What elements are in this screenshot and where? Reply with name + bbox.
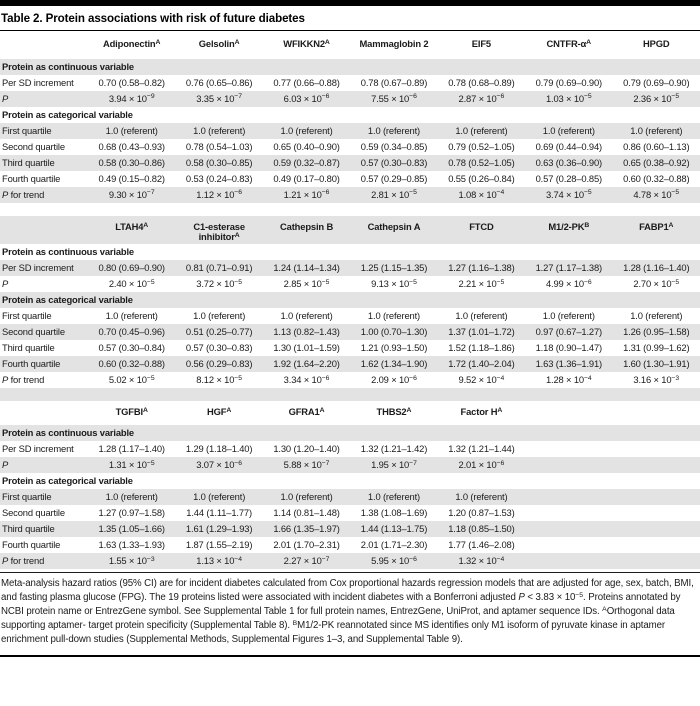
table-cell: 1.26 (0.95–1.58) — [623, 326, 690, 338]
footnote — [0, 573, 700, 647]
row-label: Third quartile — [2, 342, 55, 354]
table-cell: $2.01 \times 10^{-6}$ — [458, 459, 505, 471]
table-cell: $3.74 \times 10^{-5}$ — [545, 188, 592, 200]
table-cell: $1.12 \times 10^{-6}$ — [196, 188, 243, 200]
table-cell: 1.0 (referent) — [280, 310, 333, 322]
table-cell — [525, 537, 612, 553]
table-cell: 1.20 (0.87–1.53) — [448, 507, 515, 519]
table-cell: 0.70 (0.58–0.82) — [98, 76, 165, 88]
table-cell: 2.01 (1.71–2.30) — [360, 539, 428, 551]
row-label: Fourth quartile — [2, 358, 61, 370]
table-cell: 0.70 (0.45–0.96) — [98, 326, 165, 338]
table-cell: 0.57 (0.29–0.85) — [360, 172, 428, 184]
table-cell: 0.65 (0.38–0.92) — [623, 156, 690, 168]
row-label: P for trend — [2, 188, 45, 200]
table-cell: 0.76 (0.65–0.86) — [185, 76, 253, 88]
table-cell: 0.57 (0.28–0.85) — [535, 172, 603, 184]
column-header: HPGD — [643, 38, 670, 49]
table-cell: 1.35 (1.05–1.66) — [98, 523, 165, 535]
table-cell: 1.27 (1.16–1.38) — [448, 262, 515, 274]
row-label: Per SD increment — [2, 76, 74, 88]
row-label: First quartile — [2, 310, 52, 322]
table-cell: $1.32 \times 10^{-4}$ — [458, 555, 505, 567]
table-cell: 0.51 (0.25–0.77) — [185, 326, 253, 338]
footnote-text: < 3.83 × 10 — [524, 592, 576, 604]
table-cell: 1.87 (1.55–2.19) — [185, 539, 253, 551]
table-cell — [613, 441, 700, 457]
column-header: EIF5 — [471, 38, 491, 49]
table-cell: 1.62 (1.34–1.90) — [360, 358, 428, 370]
table-title: Table 2. Protein associations with risk of future diabetes — [1, 12, 305, 25]
table-row — [0, 489, 700, 505]
table-cell: $3.34 \times 10^{-6}$ — [283, 374, 330, 386]
table-cell: 0.79 (0.52–1.05) — [448, 140, 515, 152]
table-cell — [613, 537, 700, 553]
column-header: $TGFBI^A$ — [115, 406, 148, 418]
table-row — [0, 324, 700, 340]
table-cell: 1.38 (1.08–1.69) — [360, 507, 428, 519]
row-label: P for trend — [2, 555, 45, 567]
table-cell: 0.57 (0.30–0.84) — [98, 342, 165, 354]
row-label: P — [2, 92, 9, 104]
table-cell: 0.78 (0.54–1.03) — [185, 140, 253, 152]
table-cell: $2.81 \times 10^{-5}$ — [371, 188, 417, 200]
table-row — [0, 372, 700, 388]
column-header: $GFRA1^A$ — [288, 406, 325, 418]
table-cell: 2.01 (1.70–2.31) — [273, 539, 340, 551]
row-label: Per SD increment — [2, 262, 74, 274]
table-cell: 0.86 (0.60–1.13) — [623, 140, 690, 152]
header-row — [0, 31, 700, 59]
table-row — [0, 537, 700, 553]
column-header: $M1/2-PK^B$ — [548, 221, 590, 232]
row-label-header — [0, 216, 88, 244]
table-cell: $3.94 \times 10^{-9}$ — [108, 92, 155, 104]
table-cell: $1.28 \times 10^{-4}$ — [545, 374, 592, 386]
table-cell: 1.63 (1.33–1.93) — [98, 539, 165, 551]
table-cell: 0.79 (0.69–0.90) — [623, 76, 690, 88]
footnote-text: Orthogonal data supporting aptamer- target protein specificity (Supplemental Table 8). — [1, 606, 675, 632]
section-subheader: Protein as categorical variable — [2, 108, 133, 120]
section-subheader: Protein as continuous variable — [2, 60, 134, 72]
table-cell: 1.0 (referent) — [542, 124, 595, 136]
table-row — [0, 457, 700, 473]
table-row — [0, 340, 700, 356]
table-cell: 0.78 (0.68–0.89) — [448, 76, 515, 88]
column-header: Gelsolin$^A$ — [198, 38, 240, 49]
table-cell: 1.14 (0.81–1.48) — [273, 507, 340, 519]
table-cell: 1.27 (0.97–1.58) — [98, 507, 165, 519]
table-cell: 0.59 (0.34–0.85) — [360, 140, 428, 152]
table-cell: $1.03 \times 10^{-5}$ — [545, 92, 592, 104]
table-cell — [613, 505, 700, 521]
table-row — [0, 59, 700, 75]
table-cell: 1.0 (referent) — [455, 310, 508, 322]
bottom-rule — [0, 655, 700, 657]
table-cell: $8.12 \times 10^{-5}$ — [196, 374, 243, 386]
table-cell: $1.95 \times 10^{-7}$ — [371, 459, 417, 471]
table-row — [0, 505, 700, 521]
table-cell: 1.25 (1.15–1.35) — [360, 262, 428, 274]
table-cell: 0.55 (0.26–0.84) — [448, 172, 515, 184]
table-cell: $2.70 \times 10^{-5}$ — [633, 278, 680, 290]
column-header: $FABP1^A$ — [639, 221, 674, 232]
table-cell: $3.72 \times 10^{-5}$ — [196, 278, 243, 290]
column-header: Factor $H^A$ — [460, 406, 503, 418]
table-cell: 1.63 (1.36–1.91) — [535, 358, 603, 370]
table-cell: 0.60 (0.32–0.88) — [623, 172, 690, 184]
table-row — [0, 276, 700, 292]
protein-table-1 — [0, 31, 700, 203]
table-cell: 1.32 (1.21–1.44) — [448, 443, 515, 455]
table-cell: 1.44 (1.11–1.77) — [186, 507, 252, 519]
row-label: Second quartile — [2, 507, 65, 519]
table-cell: 0.68 (0.43–0.93) — [98, 140, 165, 152]
table-cell: 1.44 (1.13–1.75) — [360, 523, 428, 535]
table-cell: 0.49 (0.17–0.80) — [273, 172, 340, 184]
table-cell: 1.0 (referent) — [105, 310, 158, 322]
table-cell: 1.0 (referent) — [367, 124, 421, 136]
table-cell: 1.18 (0.85–1.50) — [448, 523, 515, 535]
table-row — [0, 171, 700, 187]
table-cell: $3.16 \times 10^{-3}$ — [633, 374, 680, 386]
table-row — [0, 441, 700, 457]
table-cell: 1.0 (referent) — [280, 124, 333, 136]
table-cell: $2.85 \times 10^{-5}$ — [283, 278, 330, 290]
table-row — [0, 91, 700, 107]
table-cell: 0.59 (0.32–0.87) — [273, 156, 340, 168]
column-header: $THBS2^A$ — [376, 406, 412, 418]
table-cell: 1.30 (1.01–1.59) — [273, 342, 340, 354]
table-cell: $9.30 \times 10^{-7}$ — [108, 188, 155, 200]
table-row — [0, 308, 700, 324]
table-cell: 1.29 (1.18–1.40) — [185, 443, 253, 455]
row-label: Second quartile — [2, 140, 65, 152]
table-cell: 0.57 (0.30–0.83) — [185, 342, 253, 354]
table-cell: $3.35 \times 10^{-7}$ — [196, 92, 243, 104]
column-header: FTCD — [469, 221, 494, 232]
footnote-text: M1/2-PK reannotated since MS identifies only M1 isoform of pyruvate kinase in aptamer enrichment pull-down studies (Supplemental Methods, Supplemental Figures 1–3, and Supplemental Table 9). — [1, 620, 666, 646]
column-header: $LTAH4^A$ — [115, 221, 149, 232]
table-cell: 1.66 (1.35–1.97) — [273, 523, 340, 535]
table-cell: 0.78 (0.67–0.89) — [360, 76, 428, 88]
table-cell: 0.80 (0.69–0.90) — [98, 262, 165, 274]
row-label-header — [0, 31, 88, 59]
row-label-header — [0, 401, 88, 425]
row-label: First quartile — [2, 491, 52, 503]
table-cell — [613, 489, 700, 505]
table-cell: $5.88 \times 10^{-7}$ — [283, 459, 330, 471]
table-cell: 0.79 (0.69–0.90) — [535, 76, 603, 88]
table-cell: 1.31 (0.99–1.62) — [623, 342, 690, 354]
table-cell: 0.58 (0.30–0.85) — [185, 156, 253, 168]
table-cell: 1.21 (0.93–1.50) — [360, 342, 428, 354]
table-row — [0, 155, 700, 171]
table-row — [0, 425, 700, 441]
table-cell: $2.40 \times 10^{-5}$ — [108, 278, 155, 290]
footnote-superscript: A — [602, 605, 607, 613]
row-label: Per SD increment — [2, 443, 74, 455]
table-cell: $3.07 \times 10^{-6}$ — [196, 459, 243, 471]
table-cell: 0.78 (0.52–1.05) — [448, 156, 515, 168]
table-cell: $5.02 \times 10^{-5}$ — [108, 374, 155, 386]
section-subheader: Protein as continuous variable — [2, 427, 134, 439]
row-label: Fourth quartile — [2, 172, 61, 184]
table-row — [0, 107, 700, 123]
table-cell: 1.0 (referent) — [193, 124, 246, 136]
table-cell: 0.49 (0.15–0.82) — [98, 172, 165, 184]
row-label: Fourth quartile — [2, 539, 61, 551]
table-cell: 1.13 (0.82–1.43) — [273, 326, 340, 338]
table-cell: 1.0 (referent) — [542, 310, 595, 322]
table-cell: $9.52 \times 10^{-4}$ — [458, 374, 505, 386]
table-cell: 1.0 (referent) — [367, 491, 421, 503]
table-cell: $1.55 \times 10^{-3}$ — [108, 555, 155, 567]
footnote-italic: P — [518, 592, 525, 604]
row-label: Third quartile — [2, 523, 55, 535]
table-cell: 1.24 (1.14–1.34) — [273, 262, 340, 274]
section-spacer — [0, 203, 700, 216]
table-cell: 1.52 (1.18–1.86) — [448, 342, 515, 354]
table-cell: 1.27 (1.17–1.38) — [535, 262, 603, 274]
footnote-text: . Proteins annotated by NCBI protein name or EntrezGene symbol. See Supplemental Table 1 for full protein names, EntrezGene, UniProt, and aptamer sequence IDs. — [1, 592, 681, 618]
table-row — [0, 187, 700, 203]
table-cell: $1.13 \times 10^{-4}$ — [196, 555, 243, 567]
footnote-superscript: B — [292, 619, 298, 627]
table-cell: 0.77 (0.66–0.88) — [273, 76, 340, 88]
table-row — [0, 553, 700, 569]
table-cell: 1.30 (1.20–1.40) — [273, 443, 340, 455]
table-cell: 1.0 (referent) — [193, 310, 246, 322]
table-cell: $2.21 \times 10^{-5}$ — [458, 278, 505, 290]
footnote-text: Meta-analysis hazard ratios (95% CI) are for incident diabetes calculated from Cox proportional hazards regression models that are adjusted for age, sex, batch, BMI, and fasting plasma glucose (FPG). The 19 proteins listed were associated with incident diabetes with a Bonferroni adjusted — [1, 578, 694, 604]
table-cell: 1.0 (referent) — [455, 124, 508, 136]
column-header: Cathepsin B — [280, 221, 334, 232]
table-cell: 1.61 (1.29–1.93) — [185, 523, 253, 535]
table-cell — [613, 521, 700, 537]
row-label: Second quartile — [2, 326, 65, 338]
table-row — [0, 356, 700, 372]
table-cell: $6.03 \times 10^{-6}$ — [283, 92, 330, 104]
section-subheader: Protein as categorical variable — [2, 294, 133, 306]
table-cell: 0.53 (0.24–0.83) — [185, 172, 253, 184]
table-cell: 1.0 (referent) — [193, 491, 246, 503]
section-subheader: Protein as categorical variable — [2, 475, 133, 487]
table-cell: 0.65 (0.40–0.90) — [273, 140, 340, 152]
table-row — [0, 244, 700, 260]
table-cell: 1.0 (referent) — [280, 491, 333, 503]
table-cell: 1.0 (referent) — [367, 310, 421, 322]
column-header: CNTFR-$\alpha^A$ — [546, 38, 592, 49]
table-cell: 0.57 (0.30–0.83) — [360, 156, 428, 168]
table-cell — [613, 553, 700, 569]
column-header — [525, 401, 612, 425]
table-cell: $9.13 \times 10^{-5}$ — [371, 278, 417, 290]
table-cell: $4.78 \times 10^{-5}$ — [633, 188, 680, 200]
table-cell: 0.69 (0.44–0.94) — [535, 140, 603, 152]
table-row — [0, 139, 700, 155]
table-cell — [525, 441, 612, 457]
table-cell: 1.28 (1.16–1.40) — [623, 262, 690, 274]
table-cell: 1.92 (1.64–2.20) — [273, 358, 340, 370]
table-cell: 0.81 (0.71–0.91) — [185, 262, 253, 274]
table-cell: $1.31 \times 10^{-5}$ — [108, 459, 155, 471]
table-cell — [613, 457, 700, 473]
column-header: $WFIKKN2^A$ — [283, 38, 330, 49]
table-cell — [525, 489, 612, 505]
table-row — [0, 75, 700, 91]
table-cell: 1.0 (referent) — [105, 124, 158, 136]
row-label: First quartile — [2, 124, 52, 136]
row-label: P — [2, 459, 9, 471]
table-row — [0, 292, 700, 308]
table-cell: 0.97 (0.67–1.27) — [535, 326, 603, 338]
row-label: P — [2, 278, 9, 290]
table-row — [0, 473, 700, 489]
table-cell: $5.95 \times 10^{-6}$ — [371, 555, 417, 567]
table-cell — [525, 505, 612, 521]
table-cell — [525, 521, 612, 537]
table-cell: $2.27 \times 10^{-7}$ — [283, 555, 330, 567]
table-cell: $2.36 \times 10^{-5}$ — [633, 92, 680, 104]
table-sections — [0, 31, 700, 569]
table-cell: 0.60 (0.32–0.88) — [98, 358, 165, 370]
table-cell: 0.58 (0.30–0.86) — [98, 156, 165, 168]
table-cell: $1.21 \times 10^{-6}$ — [283, 188, 330, 200]
header-row — [0, 401, 700, 425]
table-cell: 1.60 (1.30–1.91) — [623, 358, 690, 370]
table-row — [0, 123, 700, 139]
table-cell: $1.08 \times 10^{-4}$ — [458, 188, 505, 200]
table-cell: 1.72 (1.40–2.04) — [448, 358, 515, 370]
column-header: Mammaglobin 2 — [359, 38, 429, 49]
table-cell: 1.00 (0.70–1.30) — [360, 326, 428, 338]
section-subheader: Protein as continuous variable — [2, 246, 134, 258]
row-label: Third quartile — [2, 156, 55, 168]
footnote-superscript: −5 — [575, 591, 584, 599]
table-cell: 1.77 (1.46–2.08) — [448, 539, 515, 551]
table-cell: 1.0 (referent) — [105, 491, 158, 503]
protein-table-2 — [0, 216, 700, 388]
table-cell: 1.0 (referent) — [630, 124, 683, 136]
table-cell: 1.18 (0.90–1.47) — [535, 342, 603, 354]
column-header: $HGF^A$ — [207, 406, 232, 418]
table-cell: 0.63 (0.36–0.90) — [535, 156, 603, 168]
column-header: Cathepsin A — [367, 221, 421, 232]
table-cell: 1.0 (referent) — [630, 310, 683, 322]
column-header: C1-esterase inhibitor$^A$ — [193, 221, 245, 243]
row-label: P for trend — [2, 374, 45, 386]
section-spacer — [0, 388, 700, 401]
table-cell: $2.87 \times 10^{-6}$ — [458, 92, 505, 104]
table-row — [0, 260, 700, 276]
table-cell — [525, 457, 612, 473]
table-cell: 1.37 (1.01–1.72) — [448, 326, 515, 338]
table-cell: $2.09 \times 10^{-6}$ — [371, 374, 417, 386]
column-header: Adiponectin$^A$ — [102, 38, 161, 49]
table-cell: 1.0 (referent) — [455, 491, 508, 503]
table-cell — [525, 553, 612, 569]
table-cell: $4.99 \times 10^{-6}$ — [545, 278, 592, 290]
table-cell: 0.56 (0.29–0.83) — [185, 358, 253, 370]
table-cell: 1.28 (1.17–1.40) — [98, 443, 165, 455]
table-cell: 1.32 (1.21–1.42) — [360, 443, 428, 455]
column-header — [613, 401, 700, 425]
table-cell: $7.55 \times 10^{-6}$ — [371, 92, 417, 104]
table-row — [0, 521, 700, 537]
header-row — [0, 216, 700, 244]
protein-table-3 — [0, 401, 700, 569]
